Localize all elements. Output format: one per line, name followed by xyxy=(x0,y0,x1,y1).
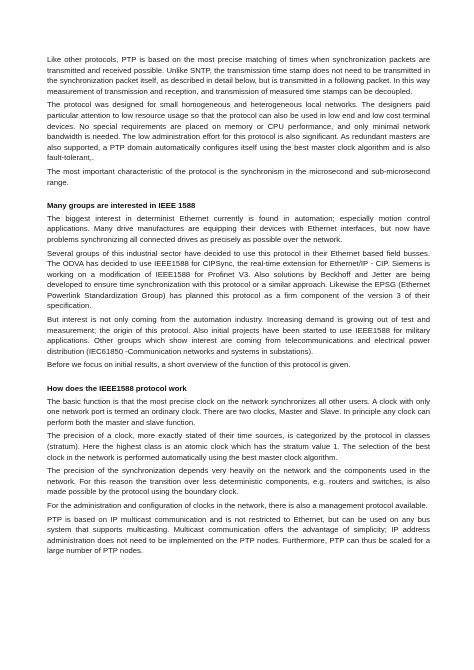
intro-paragraph-2: The protocol was designed for small homogeneous and heterogeneous local networks. The designers paid particular attention to low resource usage so that the protocol can also be used in low end and low cost terminal devices. No special requirements are placed on memory or CPU performance, and only minimal network bandwidth is needed. The low administration effort for this protocol is also significant. As redundant masters are also supported, a PTP domain automatically configures itself using the best master clock algorithm and is also fault-tolerant,. xyxy=(47,100,430,163)
protocol-paragraph-4: For the administration and configuration of clocks in the network, there is also a management protocol available. xyxy=(47,500,428,510)
protocol-paragraph-1: The basic function is that the most precise clock on the network synchronizes all other users. A clock with only one network port is termed an ordinary clock. There are two clocks, Master and Slave. In principle any clock can perform both the master and slave function. xyxy=(47,396,430,427)
intro-paragraph-3: The most important characteristic of the protocol is the synchronism in the microsecond and sub-microsecond range. xyxy=(47,166,430,187)
protocol-paragraph-5: PTP is based on IP multicast communication and is not restricted to Ethernet, but can be used on any bus system that supports multicasting. Multicast communication offers the advantage of simplicity; IP address administration does not need to be implemented on the PTP nodes. Furthermore, PTP can thus be scaled for a large number of PTP nodes. xyxy=(47,514,430,556)
protocol-paragraph-2: The precision of a clock, more exactly stated of their time sources, is categorized by the protocol in classes (stratum). Here the highest class is an atomic clock which has the stratum value 1. The selection of the best clock in the network is performed automatically using the best master clock algorithm. xyxy=(47,431,430,462)
intro-paragraph-1: Like other protocols, PTP is based on the most precise matching of times when synchronization packets are transmitted and received possible. Unlike SNTP, the transmission time stamp does not need to be transmitted in the synchronization packet itself, as described in detail below, but is transmitted in a following packet. In this way measurement of transmission and reception, and transmission of measured time stamps can be decoupled. xyxy=(47,55,430,96)
interest-paragraph-4: Before we focus on initial results, a short overview of the function of this protocol is given. xyxy=(47,360,351,370)
document-page xyxy=(47,55,430,560)
intro-section xyxy=(47,55,430,188)
protocol-section xyxy=(47,384,430,557)
interest-paragraph-1: The biggest interest in determinist Ethernet currently is found in automation; especially motion control applications. Many drive manufactures are equipping their devices with Ethernet interfaces, but now have problems synchronizing all connected drives as precisely as possible over the network. xyxy=(47,213,430,244)
interest-paragraph-3: But interest is not only coming from the automation industry. Increasing demand is growing out of test and measurement; the origin of this protocol. Also initial projects have been started to use IEEE1588 for military applications. Other groups which show interest are coming from telecommunications and electrical power distribution (IEC61850 -Communication networks and systems in substations). xyxy=(47,315,430,356)
interest-paragraph-2: Several groups of this industrial sector have decided to use this protocol in their Ethernet based field busses. The ODVA has decided to use IEEE1588 for CIPSync, the real-time extension for Ethernet/IP - CIP. Siemens is working on a modification of IEEE1588 for Profinet V3. Also solutions by Beckhoff and Jetter are being developed to ensure time synchronization with this protocol or a similar approach. Likewise the EPSG (Ethernet Powerlink Standardization Group) has planned this protocol as a firm component of the version 3 of their specification. xyxy=(47,248,430,311)
protocol-paragraph-3: The precision of the synchronization depends very heavily on the network and the components used in the network. For this reason the transition over less deterministic components, e.g. routers and switches, is also made possible by the protocol using the boundary clock. xyxy=(47,466,430,497)
interest-section xyxy=(47,201,430,371)
section-heading-interest: Many groups are interested in IEEE 1588 xyxy=(47,201,196,211)
section-heading-protocol: How does the IEEE1588 protocol work xyxy=(47,384,187,394)
